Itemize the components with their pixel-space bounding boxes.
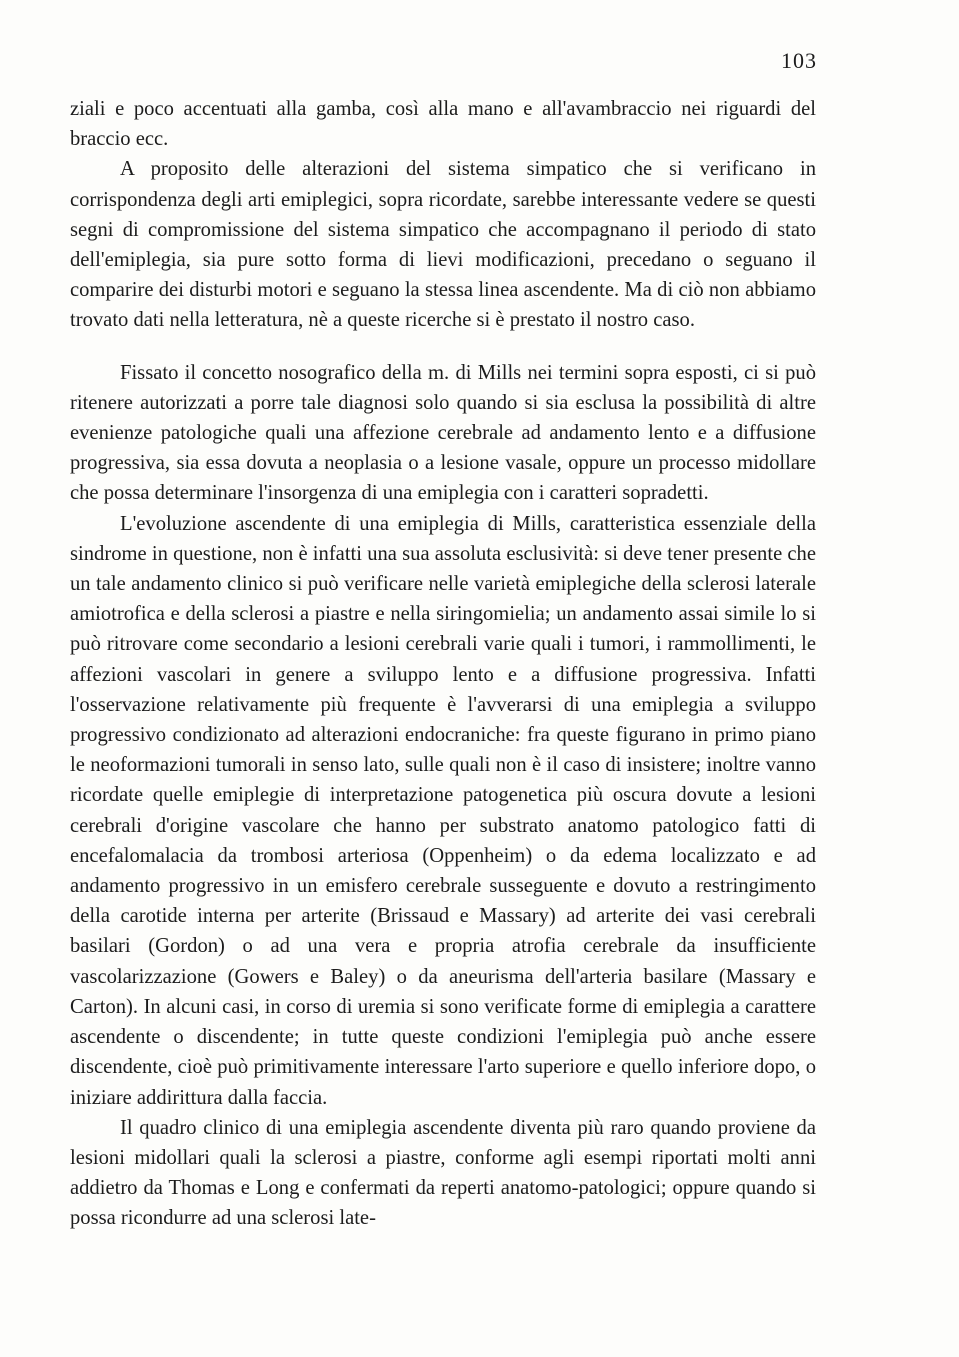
paragraph-diagnosis: Fissato il concetto nosografico della m. di Mills nei termini sopra esposti, ci si può ritenere autorizzati a porre tale diagnosi solo quando si sia esclusa la possibilità di altre evenienze patologiche quali una affezione cerebrale ad andamento lento e a diffusione progressiva, sia essa dovuta a neoplasia o a lesione vasale, oppure un processo midollare che possa determinare l'insorgenza di una emiplegia con i caratteri sopradetti. <box>70 361 816 505</box>
body-text <box>70 94 816 1234</box>
paragraph-clinical-picture: Il quadro clinico di una emiplegia ascendente diventa più raro quando proviene da lesioni midollari quali la sclerosi a piastre, conforme agli esempi riportati molti anni addietro da Thomas e Long e confermati da reperti anatomo-patologici; oppure quando si possa ricondurre ad una sclerosi late- <box>70 1116 816 1230</box>
paragraph-evolution: L'evoluzione ascendente di una emiplegia di Mills, caratteristica essenziale della sindrome in questione, non è infatti una sua assoluta esclusività: si deve tener presente che un tale andamento clinico si può verificare nelle varietà emiplegiche della sclerosi laterale amiotrofica e della sclerosi a piastre e nella siringomielia; un andamento assai simile lo si può ritrovare come secondario a lesioni cerebrali varie quali i tumori, i rammollimenti, le affezioni vascolari in genere a sviluppo lento e a diffusione progressiva. Infatti l'osservazione relativamente più frequente è l'avverarsi di una emiplegia a sviluppo progressivo condizionato ad alterazioni endocraniche: fra queste figurano in primo piano le neoformazioni tumorali in senso lato, sulle quali non è il caso di insistere; inoltre vanno ricordate quelle emiplegie di interpretazione patogenetica più oscura dovute a lesioni cerebrali d'origine vascolare che hanno per substrato anatomo patologico fatti di encefalomalacia da trombosi arteriosa (Oppenheim) o da edema localizzato e ad andamento progressivo in un emisfero cerebrale susseguente e dovuto a restringimento della carotide interna per arterite (Brissaud e Massary) ad arterite dei vasi cerebrali basilari (Gordon) o ad una vera e propria atrofia cerebrale da insufficiente vascolarizzazione (Gowers e Baley) o da aneurisma dell'arteria basilare (Massary e Carton). In alcuni casi, in corso di uremia si sono verificate forme di emiplegia a carattere ascendente o discendente; in tutte queste condizioni l'emiplegia può anche essere discendente, cioè può primitivamente interessare l'arto superiore e quello inferiore dopo, o iniziare addirittura dalla faccia. <box>70 512 816 1109</box>
page-number: 103 <box>781 48 817 73</box>
paragraph-continuation: ziali e poco accentuati alla gamba, così alla mano e all'avambraccio nei riguardi del braccio ecc. <box>70 98 816 151</box>
paragraph-sympathetic: A proposito delle alterazioni del sistema simpatico che si verificano in corrispondenza degli arti emiplegici, sopra ricordate, sarebbe interessante vedere se questi segni di compromissione del sistema simpatico che accompagnano il periodo di stato dell'emiplegia, sia pure sotto forma di lievi modificazioni, precedano o seguano il comparire dei disturbi motori e seguano la stessa linea ascendente. Ma di ciò non abbiamo trovato dati nella letteratura, nè a queste ricerche si è prestato il nostro caso. <box>70 158 816 332</box>
